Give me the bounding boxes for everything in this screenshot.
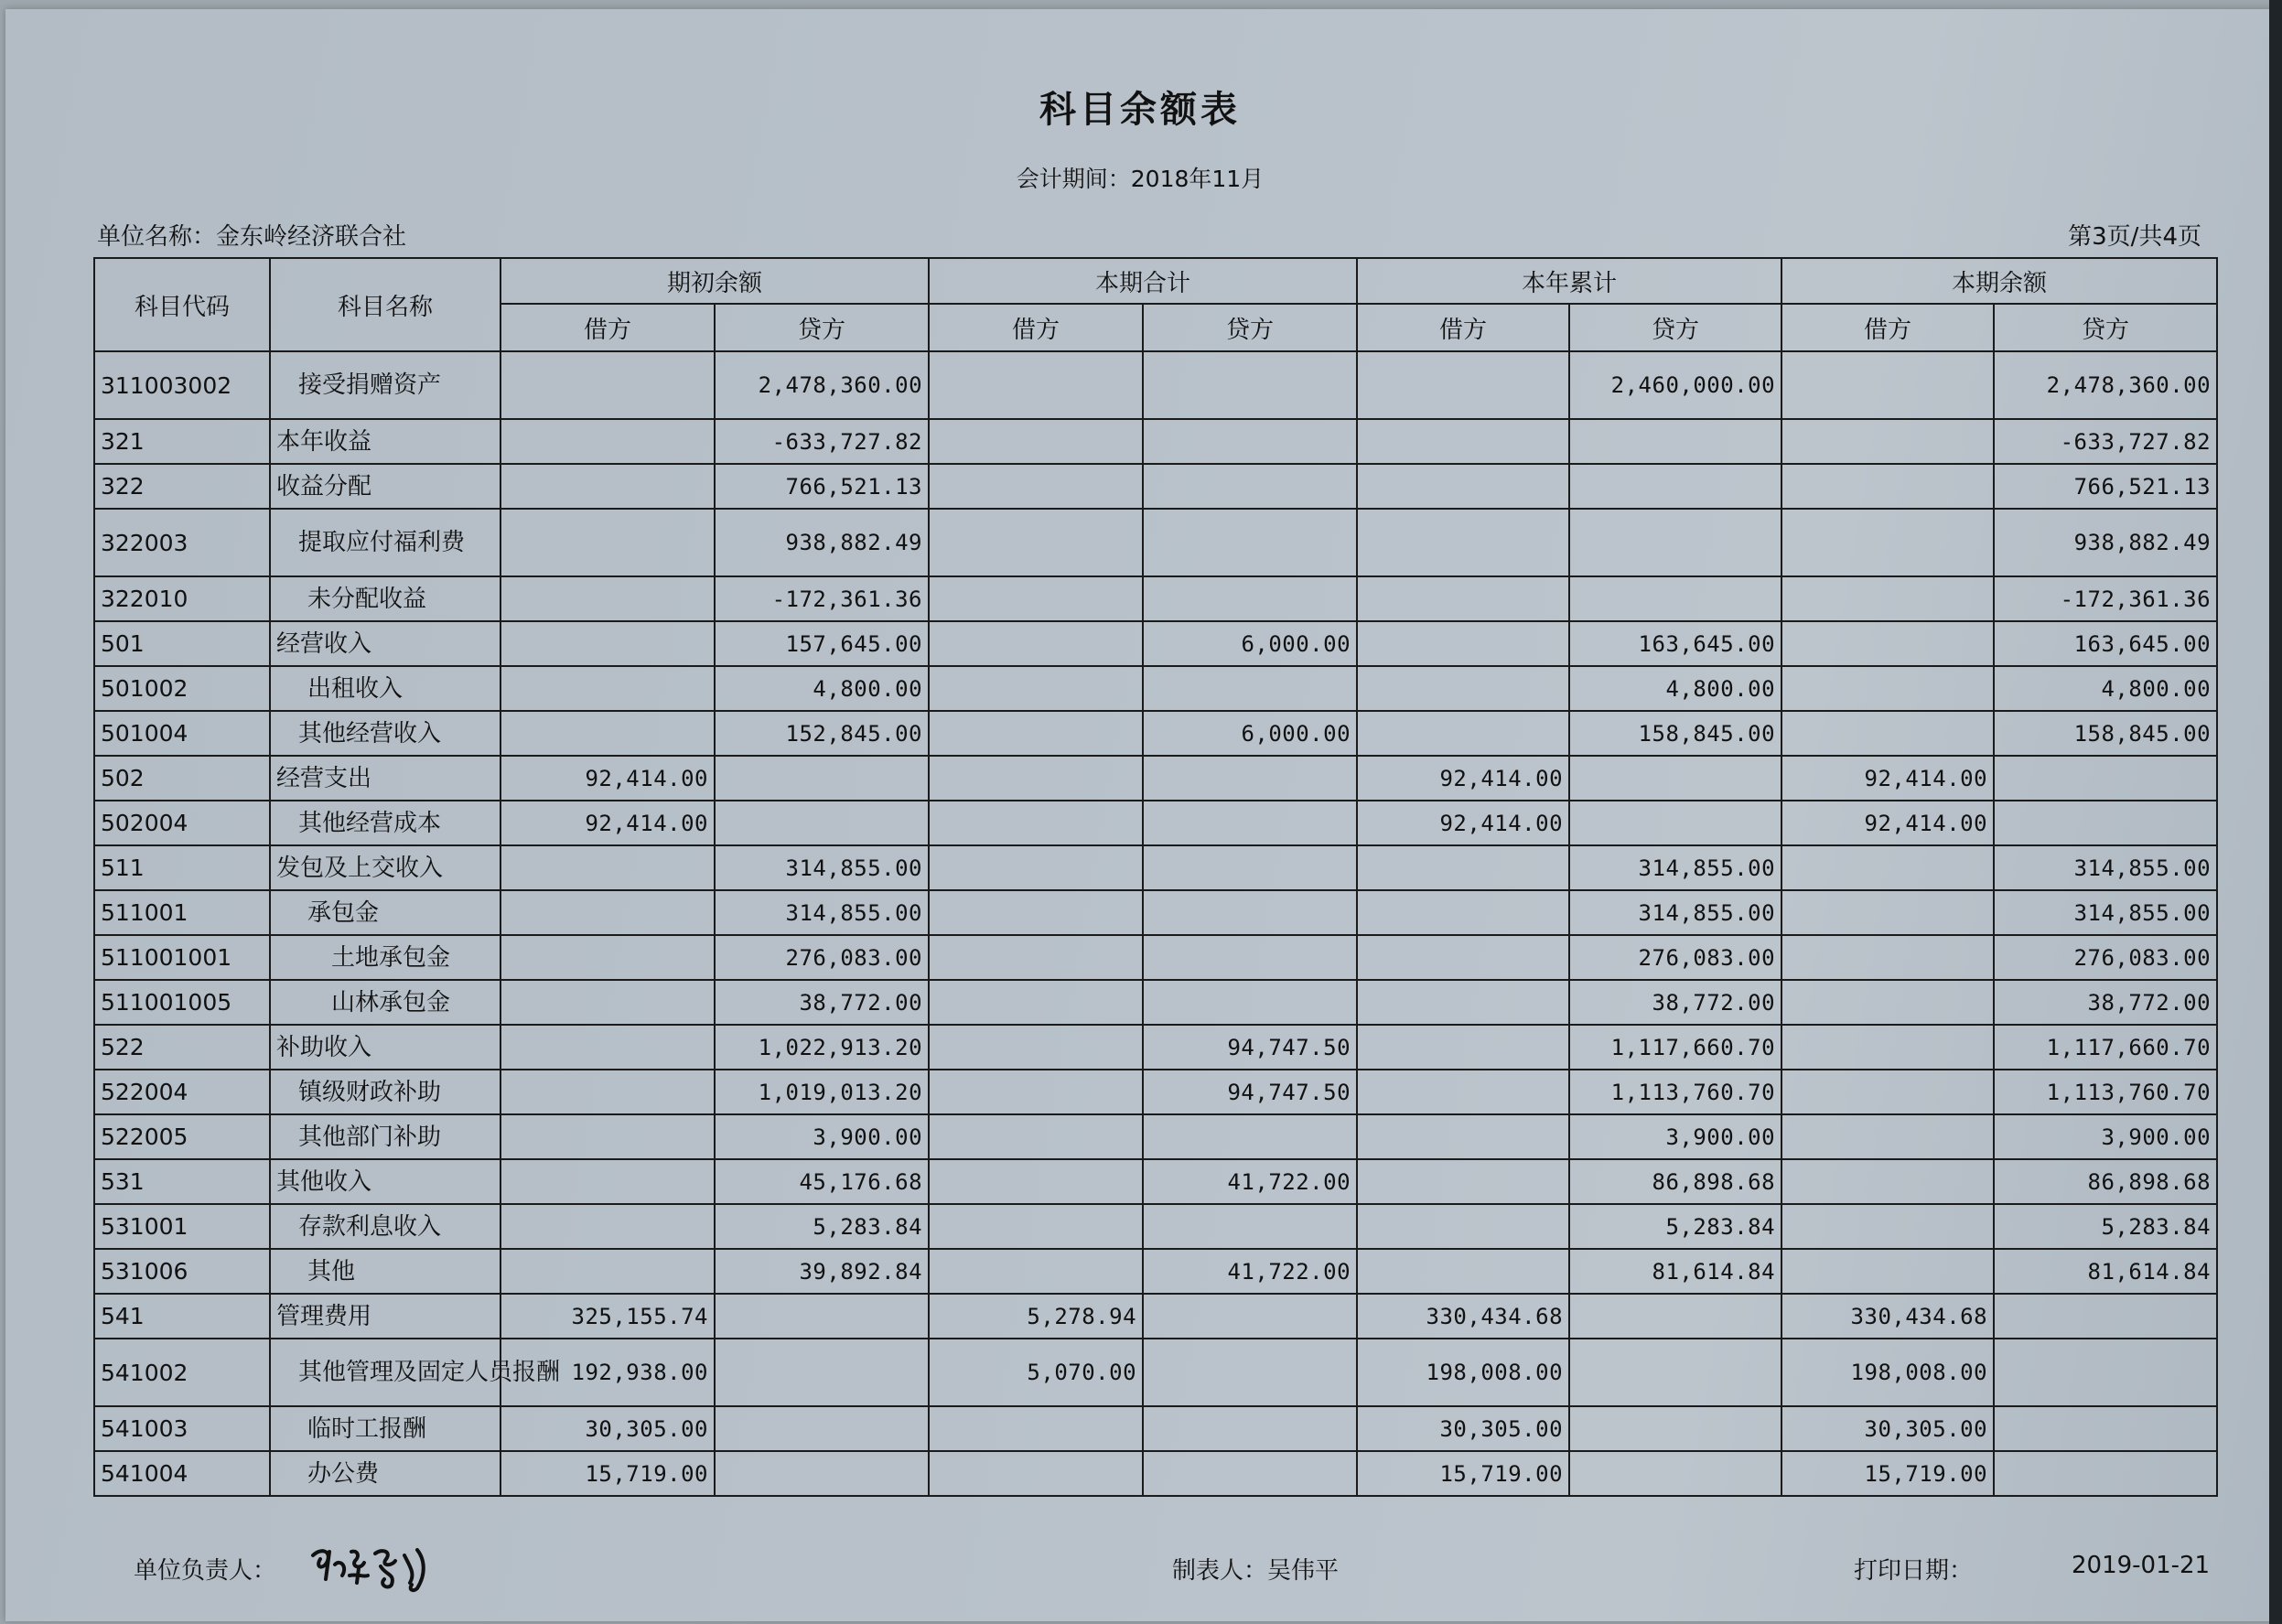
header-debit: 借方 bbox=[1357, 304, 1569, 351]
year-debit bbox=[1357, 1070, 1569, 1114]
year-credit bbox=[1569, 464, 1781, 509]
account-code: 501004 bbox=[94, 711, 270, 756]
account-name: 其他收入 bbox=[270, 1159, 501, 1204]
opening-credit: 276,083.00 bbox=[715, 935, 929, 980]
table-row bbox=[94, 1406, 2217, 1451]
account-name: 土地承包金 bbox=[270, 935, 501, 980]
year-credit: 4,800.00 bbox=[1569, 666, 1781, 711]
opening-debit bbox=[501, 890, 715, 935]
accounting-period: 会计期间：2018年11月 bbox=[1016, 166, 1265, 192]
handwritten-signature bbox=[307, 1539, 454, 1600]
closing-credit: 86,898.68 bbox=[1994, 1159, 2217, 1204]
closing-credit bbox=[1994, 1294, 2217, 1339]
period-debit bbox=[929, 980, 1143, 1025]
header-year-cumulative: 本年累计 bbox=[1357, 258, 1781, 304]
year-debit: 330,434.68 bbox=[1357, 1294, 1569, 1339]
opening-debit bbox=[501, 1025, 715, 1070]
opening-debit bbox=[501, 509, 715, 576]
account-code: 531001 bbox=[94, 1204, 270, 1249]
period-debit bbox=[929, 935, 1143, 980]
account-code: 502 bbox=[94, 756, 270, 801]
closing-credit bbox=[1994, 1406, 2217, 1451]
ledger-sheet bbox=[5, 9, 2275, 1621]
account-code: 511001001 bbox=[94, 935, 270, 980]
opening-debit bbox=[501, 419, 715, 464]
period-debit bbox=[929, 1114, 1143, 1159]
account-name: 其他管理及固定人员报酬 bbox=[270, 1339, 501, 1406]
period-credit bbox=[1143, 756, 1357, 801]
background-edge bbox=[2269, 0, 2282, 1624]
table-row bbox=[94, 509, 2217, 576]
account-code: 321 bbox=[94, 419, 270, 464]
opening-credit: 766,521.13 bbox=[715, 464, 929, 509]
report-title: 科目余额表 bbox=[1039, 89, 1241, 131]
account-name: 承包金 bbox=[270, 890, 501, 935]
opening-credit: 314,855.00 bbox=[715, 890, 929, 935]
opening-debit bbox=[501, 351, 715, 419]
account-name: 经营支出 bbox=[270, 756, 501, 801]
account-code: 522 bbox=[94, 1025, 270, 1070]
opening-credit bbox=[715, 801, 929, 845]
header-opening-balance: 期初余额 bbox=[501, 258, 929, 304]
year-debit bbox=[1357, 419, 1569, 464]
period-credit bbox=[1143, 1114, 1357, 1159]
account-code: 322 bbox=[94, 464, 270, 509]
year-credit: 3,900.00 bbox=[1569, 1114, 1781, 1159]
year-debit bbox=[1357, 1159, 1569, 1204]
year-credit: 1,113,760.70 bbox=[1569, 1070, 1781, 1114]
year-debit bbox=[1357, 890, 1569, 935]
account-code: 541003 bbox=[94, 1406, 270, 1451]
opening-credit: 4,800.00 bbox=[715, 666, 929, 711]
period-credit bbox=[1143, 980, 1357, 1025]
account-name: 管理费用 bbox=[270, 1294, 501, 1339]
table-row bbox=[94, 1204, 2217, 1249]
period-debit bbox=[929, 1025, 1143, 1070]
table-row bbox=[94, 576, 2217, 621]
year-credit: 38,772.00 bbox=[1569, 980, 1781, 1025]
closing-credit: 81,614.84 bbox=[1994, 1249, 2217, 1294]
account-name: 收益分配 bbox=[270, 464, 501, 509]
year-credit: 5,283.84 bbox=[1569, 1204, 1781, 1249]
header-period-total: 本期合计 bbox=[929, 258, 1357, 304]
opening-debit: 325,155.74 bbox=[501, 1294, 715, 1339]
year-debit bbox=[1357, 1204, 1569, 1249]
account-name: 临时工报酬 bbox=[270, 1406, 501, 1451]
table-row bbox=[94, 621, 2217, 666]
year-debit bbox=[1357, 621, 1569, 666]
period-credit bbox=[1143, 351, 1357, 419]
header-closing-balance: 本期余额 bbox=[1781, 258, 2217, 304]
year-credit: 314,855.00 bbox=[1569, 845, 1781, 890]
account-name: 提取应付福利费 bbox=[270, 509, 501, 576]
period-credit bbox=[1143, 576, 1357, 621]
table-row bbox=[94, 666, 2217, 711]
period-credit bbox=[1143, 1294, 1357, 1339]
opening-credit: 1,022,913.20 bbox=[715, 1025, 929, 1070]
year-debit: 198,008.00 bbox=[1357, 1339, 1569, 1406]
print-date-label: 打印日期： bbox=[1854, 1557, 1974, 1585]
balance-table bbox=[93, 257, 2218, 1497]
closing-debit bbox=[1781, 935, 1994, 980]
period-debit bbox=[929, 890, 1143, 935]
account-code: 531 bbox=[94, 1159, 270, 1204]
account-code: 531006 bbox=[94, 1249, 270, 1294]
period-credit: 41,722.00 bbox=[1143, 1249, 1357, 1294]
period-debit bbox=[929, 801, 1143, 845]
account-code: 541002 bbox=[94, 1339, 270, 1406]
account-code: 311003002 bbox=[94, 351, 270, 419]
period-credit: 6,000.00 bbox=[1143, 711, 1357, 756]
period-debit bbox=[929, 1249, 1143, 1294]
closing-debit bbox=[1781, 1204, 1994, 1249]
opening-credit: 1,019,013.20 bbox=[715, 1070, 929, 1114]
period-debit bbox=[929, 1204, 1143, 1249]
year-credit bbox=[1569, 1406, 1781, 1451]
year-credit bbox=[1569, 1294, 1781, 1339]
closing-debit bbox=[1781, 576, 1994, 621]
closing-credit bbox=[1994, 1339, 2217, 1406]
closing-debit: 92,414.00 bbox=[1781, 801, 1994, 845]
period-credit bbox=[1143, 935, 1357, 980]
closing-credit bbox=[1994, 1451, 2217, 1496]
period-credit bbox=[1143, 845, 1357, 890]
opening-debit bbox=[501, 666, 715, 711]
closing-debit bbox=[1781, 711, 1994, 756]
opening-debit bbox=[501, 1204, 715, 1249]
table-row bbox=[94, 1114, 2217, 1159]
table-row bbox=[94, 845, 2217, 890]
opening-debit bbox=[501, 464, 715, 509]
period-debit: 5,278.94 bbox=[929, 1294, 1143, 1339]
opening-debit bbox=[501, 1114, 715, 1159]
closing-debit bbox=[1781, 1070, 1994, 1114]
table-row bbox=[94, 464, 2217, 509]
opening-debit bbox=[501, 1249, 715, 1294]
period-debit bbox=[929, 666, 1143, 711]
closing-credit: 4,800.00 bbox=[1994, 666, 2217, 711]
table-row bbox=[94, 711, 2217, 756]
year-credit bbox=[1569, 756, 1781, 801]
period-credit bbox=[1143, 1339, 1357, 1406]
year-debit bbox=[1357, 1025, 1569, 1070]
year-debit: 92,414.00 bbox=[1357, 756, 1569, 801]
opening-credit: 39,892.84 bbox=[715, 1249, 929, 1294]
closing-debit bbox=[1781, 1025, 1994, 1070]
closing-debit: 30,305.00 bbox=[1781, 1406, 1994, 1451]
table-row bbox=[94, 1294, 2217, 1339]
table-row bbox=[94, 1159, 2217, 1204]
period-debit: 5,070.00 bbox=[929, 1339, 1143, 1406]
table-row bbox=[94, 756, 2217, 801]
opening-debit: 15,719.00 bbox=[501, 1451, 715, 1496]
year-credit: 1,117,660.70 bbox=[1569, 1025, 1781, 1070]
opening-credit: 938,882.49 bbox=[715, 509, 929, 576]
table-body bbox=[94, 351, 2217, 1496]
period-debit bbox=[929, 464, 1143, 509]
closing-credit: 2,478,360.00 bbox=[1994, 351, 2217, 419]
period-credit bbox=[1143, 1204, 1357, 1249]
period-credit bbox=[1143, 890, 1357, 935]
closing-credit: 938,882.49 bbox=[1994, 509, 2217, 576]
closing-debit bbox=[1781, 666, 1994, 711]
table-row bbox=[94, 801, 2217, 845]
closing-debit bbox=[1781, 890, 1994, 935]
closing-debit: 330,434.68 bbox=[1781, 1294, 1994, 1339]
opening-credit: 157,645.00 bbox=[715, 621, 929, 666]
opening-credit bbox=[715, 1451, 929, 1496]
closing-debit bbox=[1781, 621, 1994, 666]
closing-credit: 5,283.84 bbox=[1994, 1204, 2217, 1249]
opening-credit: 3,900.00 bbox=[715, 1114, 929, 1159]
table-row bbox=[94, 1451, 2217, 1496]
period-debit bbox=[929, 756, 1143, 801]
table-maker: 制表人：吴伟平 bbox=[1172, 1557, 1340, 1585]
header-debit: 借方 bbox=[501, 304, 715, 351]
unit-name: 单位名称：金东岭经济联合社 bbox=[97, 223, 407, 251]
period-credit: 94,747.50 bbox=[1143, 1070, 1357, 1114]
opening-credit bbox=[715, 1294, 929, 1339]
year-credit: 314,855.00 bbox=[1569, 890, 1781, 935]
header-credit: 贷方 bbox=[1143, 304, 1357, 351]
account-code: 501 bbox=[94, 621, 270, 666]
opening-credit: 38,772.00 bbox=[715, 980, 929, 1025]
year-debit bbox=[1357, 1114, 1569, 1159]
account-name: 其他经营成本 bbox=[270, 801, 501, 845]
closing-debit bbox=[1781, 464, 1994, 509]
year-debit bbox=[1357, 509, 1569, 576]
opening-debit bbox=[501, 845, 715, 890]
account-code: 511001005 bbox=[94, 980, 270, 1025]
header-name: 科目名称 bbox=[270, 258, 501, 351]
closing-debit: 15,719.00 bbox=[1781, 1451, 1994, 1496]
opening-debit: 30,305.00 bbox=[501, 1406, 715, 1451]
year-debit bbox=[1357, 351, 1569, 419]
account-code: 511 bbox=[94, 845, 270, 890]
account-name: 镇级财政补助 bbox=[270, 1070, 501, 1114]
opening-debit: 92,414.00 bbox=[501, 801, 715, 845]
opening-debit bbox=[501, 935, 715, 980]
closing-credit: 158,845.00 bbox=[1994, 711, 2217, 756]
closing-debit: 198,008.00 bbox=[1781, 1339, 1994, 1406]
account-name: 其他部门补助 bbox=[270, 1114, 501, 1159]
period-debit bbox=[929, 1070, 1143, 1114]
account-code: 541 bbox=[94, 1294, 270, 1339]
opening-debit: 92,414.00 bbox=[501, 756, 715, 801]
closing-credit: 766,521.13 bbox=[1994, 464, 2217, 509]
year-debit bbox=[1357, 576, 1569, 621]
opening-credit: 2,478,360.00 bbox=[715, 351, 929, 419]
period-credit: 6,000.00 bbox=[1143, 621, 1357, 666]
closing-credit: 38,772.00 bbox=[1994, 980, 2217, 1025]
year-debit bbox=[1357, 1249, 1569, 1294]
opening-credit: -633,727.82 bbox=[715, 419, 929, 464]
year-debit bbox=[1357, 845, 1569, 890]
table-row bbox=[94, 1070, 2217, 1114]
account-code: 541004 bbox=[94, 1451, 270, 1496]
period-credit bbox=[1143, 464, 1357, 509]
year-credit: 86,898.68 bbox=[1569, 1159, 1781, 1204]
period-credit bbox=[1143, 419, 1357, 464]
year-credit: 276,083.00 bbox=[1569, 935, 1781, 980]
opening-credit: 152,845.00 bbox=[715, 711, 929, 756]
account-name: 本年收益 bbox=[270, 419, 501, 464]
period-credit: 94,747.50 bbox=[1143, 1025, 1357, 1070]
year-credit bbox=[1569, 576, 1781, 621]
year-credit bbox=[1569, 1451, 1781, 1496]
table-row bbox=[94, 935, 2217, 980]
opening-credit: 45,176.68 bbox=[715, 1159, 929, 1204]
account-code: 322010 bbox=[94, 576, 270, 621]
closing-debit bbox=[1781, 845, 1994, 890]
header-debit: 借方 bbox=[1781, 304, 1994, 351]
table-row bbox=[94, 1025, 2217, 1070]
account-name: 出租收入 bbox=[270, 666, 501, 711]
closing-credit: 163,645.00 bbox=[1994, 621, 2217, 666]
account-name: 经营收入 bbox=[270, 621, 501, 666]
year-debit: 15,719.00 bbox=[1357, 1451, 1569, 1496]
closing-credit: -172,361.36 bbox=[1994, 576, 2217, 621]
period-debit bbox=[929, 845, 1143, 890]
table-row bbox=[94, 890, 2217, 935]
closing-debit: 92,414.00 bbox=[1781, 756, 1994, 801]
header-code: 科目代码 bbox=[94, 258, 270, 351]
year-credit bbox=[1569, 1339, 1781, 1406]
account-code: 501002 bbox=[94, 666, 270, 711]
year-debit bbox=[1357, 711, 1569, 756]
closing-credit bbox=[1994, 756, 2217, 801]
print-date: 2019-01-21 bbox=[2072, 1552, 2211, 1579]
year-debit bbox=[1357, 980, 1569, 1025]
closing-debit bbox=[1781, 1114, 1994, 1159]
account-name: 其他 bbox=[270, 1249, 501, 1294]
opening-credit bbox=[715, 1406, 929, 1451]
year-debit: 30,305.00 bbox=[1357, 1406, 1569, 1451]
period-credit bbox=[1143, 1406, 1357, 1451]
table-row bbox=[94, 1249, 2217, 1294]
table-row bbox=[94, 351, 2217, 419]
account-code: 322003 bbox=[94, 509, 270, 576]
opening-debit bbox=[501, 621, 715, 666]
table-row bbox=[94, 980, 2217, 1025]
year-debit bbox=[1357, 464, 1569, 509]
opening-debit bbox=[501, 1070, 715, 1114]
account-name: 存款利息收入 bbox=[270, 1204, 501, 1249]
year-debit bbox=[1357, 935, 1569, 980]
closing-debit bbox=[1781, 1249, 1994, 1294]
period-debit bbox=[929, 509, 1143, 576]
page-info: 第3页/共4页 bbox=[2068, 223, 2201, 251]
year-credit: 81,614.84 bbox=[1569, 1249, 1781, 1294]
account-code: 511001 bbox=[94, 890, 270, 935]
year-debit bbox=[1357, 666, 1569, 711]
period-debit bbox=[929, 419, 1143, 464]
year-debit: 92,414.00 bbox=[1357, 801, 1569, 845]
opening-credit: 314,855.00 bbox=[715, 845, 929, 890]
period-debit bbox=[929, 351, 1143, 419]
year-credit bbox=[1569, 801, 1781, 845]
period-credit: 41,722.00 bbox=[1143, 1159, 1357, 1204]
year-credit: 2,460,000.00 bbox=[1569, 351, 1781, 419]
account-code: 502004 bbox=[94, 801, 270, 845]
table-row bbox=[94, 1339, 2217, 1406]
account-code: 522004 bbox=[94, 1070, 270, 1114]
period-debit bbox=[929, 711, 1143, 756]
closing-credit: 314,855.00 bbox=[1994, 845, 2217, 890]
opening-debit bbox=[501, 1159, 715, 1204]
period-debit bbox=[929, 1451, 1143, 1496]
account-name: 补助收入 bbox=[270, 1025, 501, 1070]
table-row bbox=[94, 419, 2217, 464]
closing-credit bbox=[1994, 801, 2217, 845]
period-debit bbox=[929, 621, 1143, 666]
opening-credit: -172,361.36 bbox=[715, 576, 929, 621]
opening-credit: 5,283.84 bbox=[715, 1204, 929, 1249]
period-debit bbox=[929, 1406, 1143, 1451]
closing-debit bbox=[1781, 351, 1994, 419]
closing-credit: -633,727.82 bbox=[1994, 419, 2217, 464]
period-credit bbox=[1143, 666, 1357, 711]
closing-credit: 1,117,660.70 bbox=[1994, 1025, 2217, 1070]
account-code: 522005 bbox=[94, 1114, 270, 1159]
closing-debit bbox=[1781, 1159, 1994, 1204]
closing-credit: 3,900.00 bbox=[1994, 1114, 2217, 1159]
closing-credit: 276,083.00 bbox=[1994, 935, 2217, 980]
period-credit bbox=[1143, 801, 1357, 845]
opening-debit bbox=[501, 980, 715, 1025]
opening-debit: 192,938.00 bbox=[501, 1339, 715, 1406]
year-credit bbox=[1569, 419, 1781, 464]
account-name: 接受捐赠资产 bbox=[270, 351, 501, 419]
closing-debit bbox=[1781, 509, 1994, 576]
closing-credit: 1,113,760.70 bbox=[1994, 1070, 2217, 1114]
header-credit: 贷方 bbox=[715, 304, 929, 351]
period-credit bbox=[1143, 509, 1357, 576]
opening-credit bbox=[715, 1339, 929, 1406]
account-name: 未分配收益 bbox=[270, 576, 501, 621]
closing-debit bbox=[1781, 419, 1994, 464]
closing-debit bbox=[1781, 980, 1994, 1025]
opening-debit bbox=[501, 711, 715, 756]
closing-credit: 314,855.00 bbox=[1994, 890, 2217, 935]
account-name: 发包及上交收入 bbox=[270, 845, 501, 890]
year-credit bbox=[1569, 509, 1781, 576]
period-debit bbox=[929, 576, 1143, 621]
opening-credit bbox=[715, 756, 929, 801]
header-debit: 借方 bbox=[929, 304, 1143, 351]
period-debit bbox=[929, 1159, 1143, 1204]
period-credit bbox=[1143, 1451, 1357, 1496]
account-name: 其他经营收入 bbox=[270, 711, 501, 756]
opening-debit bbox=[501, 576, 715, 621]
account-name: 办公费 bbox=[270, 1451, 501, 1496]
header-credit: 贷方 bbox=[1994, 304, 2217, 351]
responsible-label: 单位负责人： bbox=[134, 1557, 277, 1585]
year-credit: 158,845.00 bbox=[1569, 711, 1781, 756]
year-credit: 163,645.00 bbox=[1569, 621, 1781, 666]
header-credit: 贷方 bbox=[1569, 304, 1781, 351]
account-name: 山林承包金 bbox=[270, 980, 501, 1025]
